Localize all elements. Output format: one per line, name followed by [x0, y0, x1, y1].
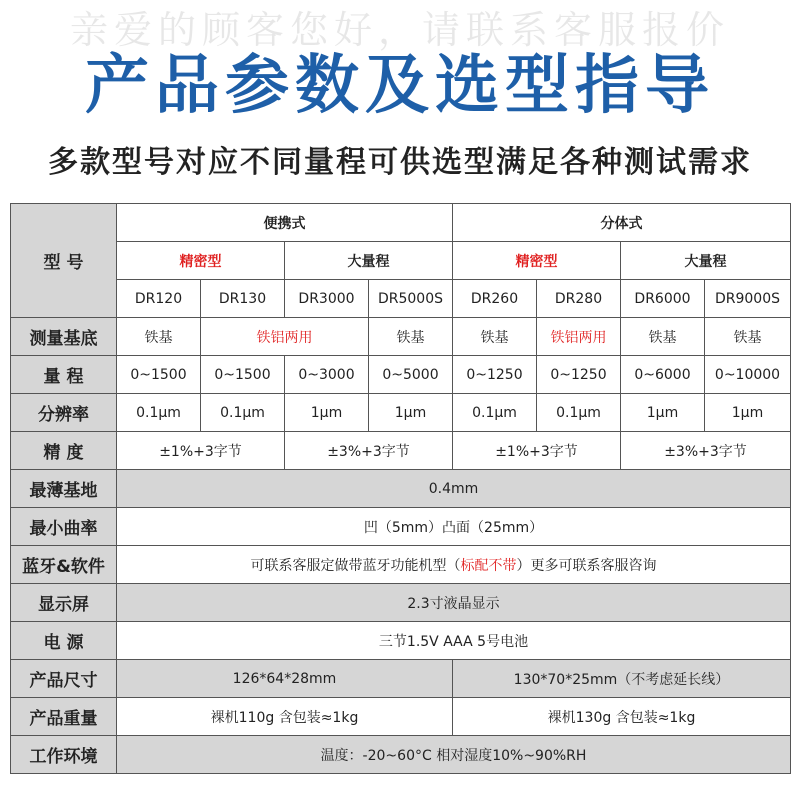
group-header-portable: 便携式: [117, 204, 453, 242]
range-cell: 0~1500: [117, 356, 201, 394]
size-value: 130*70*25mm（不考虑延长线）: [453, 660, 791, 698]
table-row: [11, 394, 791, 432]
watermark-text: 亲爱的顾客您好，请联系客服报价: [69, 8, 730, 52]
row-label: 精 度: [11, 432, 117, 470]
range-cell: 0~1250: [453, 356, 537, 394]
model-cell: DR5000S: [369, 280, 453, 318]
table-row: [11, 698, 791, 736]
substrate-cell: 铁铝两用: [201, 318, 369, 356]
environment-value: 温度：-20~60°C 相对湿度10%~90%RH: [117, 736, 791, 774]
table-row: [11, 318, 791, 356]
model-label: 型 号: [11, 204, 117, 318]
row-label: 电 源: [11, 622, 117, 660]
substrate-cell: 铁基: [705, 318, 791, 356]
resolution-cell: 0.1μm: [537, 394, 621, 432]
row-label: 最薄基地: [11, 470, 117, 508]
substrate-cell: 铁铝两用: [537, 318, 621, 356]
substrate-cell: 铁基: [621, 318, 705, 356]
model-cell: DR6000: [621, 280, 705, 318]
table-row: [11, 356, 791, 394]
row-label: 蓝牙&软件: [11, 546, 117, 584]
table-row: [11, 622, 791, 660]
accuracy-cell: ±3%+3字节: [285, 432, 453, 470]
model-cell: DR280: [537, 280, 621, 318]
substrate-cell: 铁基: [453, 318, 537, 356]
substrate-cell: 铁基: [369, 318, 453, 356]
row-label: 分辨率: [11, 394, 117, 432]
table-row: [11, 584, 791, 622]
row-label: 产品尺寸: [11, 660, 117, 698]
bluetooth-text-post: ）更多可联系客服咨询: [516, 557, 657, 574]
size-value: 126*64*28mm: [117, 660, 453, 698]
table-row: [11, 546, 791, 584]
group-header-split: 分体式: [453, 204, 791, 242]
display-value: 2.3寸液晶显示: [117, 584, 791, 622]
model-cell: DR130: [201, 280, 285, 318]
table-row: [11, 242, 791, 280]
accuracy-cell: ±3%+3字节: [621, 432, 791, 470]
row-label: 产品重量: [11, 698, 117, 736]
min-base-value: 0.4mm: [117, 470, 791, 508]
substrate-cell: 铁基: [117, 318, 201, 356]
table-row: [11, 432, 791, 470]
subgroup-large-range-portable: 大量程: [285, 242, 453, 280]
table-row: [11, 470, 791, 508]
min-curvature-value: 凹（5mm）凸面（25mm）: [117, 508, 791, 546]
resolution-cell: 1μm: [705, 394, 791, 432]
resolution-cell: 1μm: [285, 394, 369, 432]
subgroup-large-range-split: 大量程: [621, 242, 791, 280]
power-value: 三节1.5V AAA 5号电池: [117, 622, 791, 660]
bluetooth-value: [117, 546, 791, 584]
resolution-cell: 0.1μm: [453, 394, 537, 432]
resolution-cell: 0.1μm: [117, 394, 201, 432]
bluetooth-text-highlight: 标配不带: [460, 557, 517, 574]
range-cell: 0~6000: [621, 356, 705, 394]
row-label: 量 程: [11, 356, 117, 394]
table-row: [11, 508, 791, 546]
weight-value: 裸机110g 含包装≈1kg: [117, 698, 453, 736]
model-cell: DR3000: [285, 280, 369, 318]
range-cell: 0~1500: [201, 356, 285, 394]
weight-value: 裸机130g 含包装≈1kg: [453, 698, 791, 736]
range-cell: 0~1250: [537, 356, 621, 394]
accuracy-cell: ±1%+3字节: [453, 432, 621, 470]
resolution-cell: 1μm: [369, 394, 453, 432]
accuracy-cell: ±1%+3字节: [117, 432, 285, 470]
subgroup-precision-portable: 精密型: [117, 242, 285, 280]
row-label: 工作环境: [11, 736, 117, 774]
row-label: 显示屏: [11, 584, 117, 622]
page-title: 产品参数及选型指导: [85, 49, 715, 123]
model-cell: DR260: [453, 280, 537, 318]
resolution-cell: 1μm: [621, 394, 705, 432]
row-label: 最小曲率: [11, 508, 117, 546]
bluetooth-text-pre: 可联系客服定做带蓝牙功能机型（: [250, 557, 461, 574]
table-row: [11, 660, 791, 698]
subgroup-precision-split: 精密型: [453, 242, 621, 280]
row-label: 测量基底: [11, 318, 117, 356]
table-row: [11, 204, 791, 242]
range-cell: 0~5000: [369, 356, 453, 394]
table-row: [11, 280, 791, 318]
resolution-cell: 0.1μm: [201, 394, 285, 432]
model-cell: DR120: [117, 280, 201, 318]
range-cell: 0~3000: [285, 356, 369, 394]
table-row: [11, 736, 791, 774]
range-cell: 0~10000: [705, 356, 791, 394]
spec-table: [10, 203, 791, 774]
page-subtitle: 多款型号对应不同量程可供选型满足各种测试需求: [48, 145, 752, 180]
model-cell: DR9000S: [705, 280, 791, 318]
